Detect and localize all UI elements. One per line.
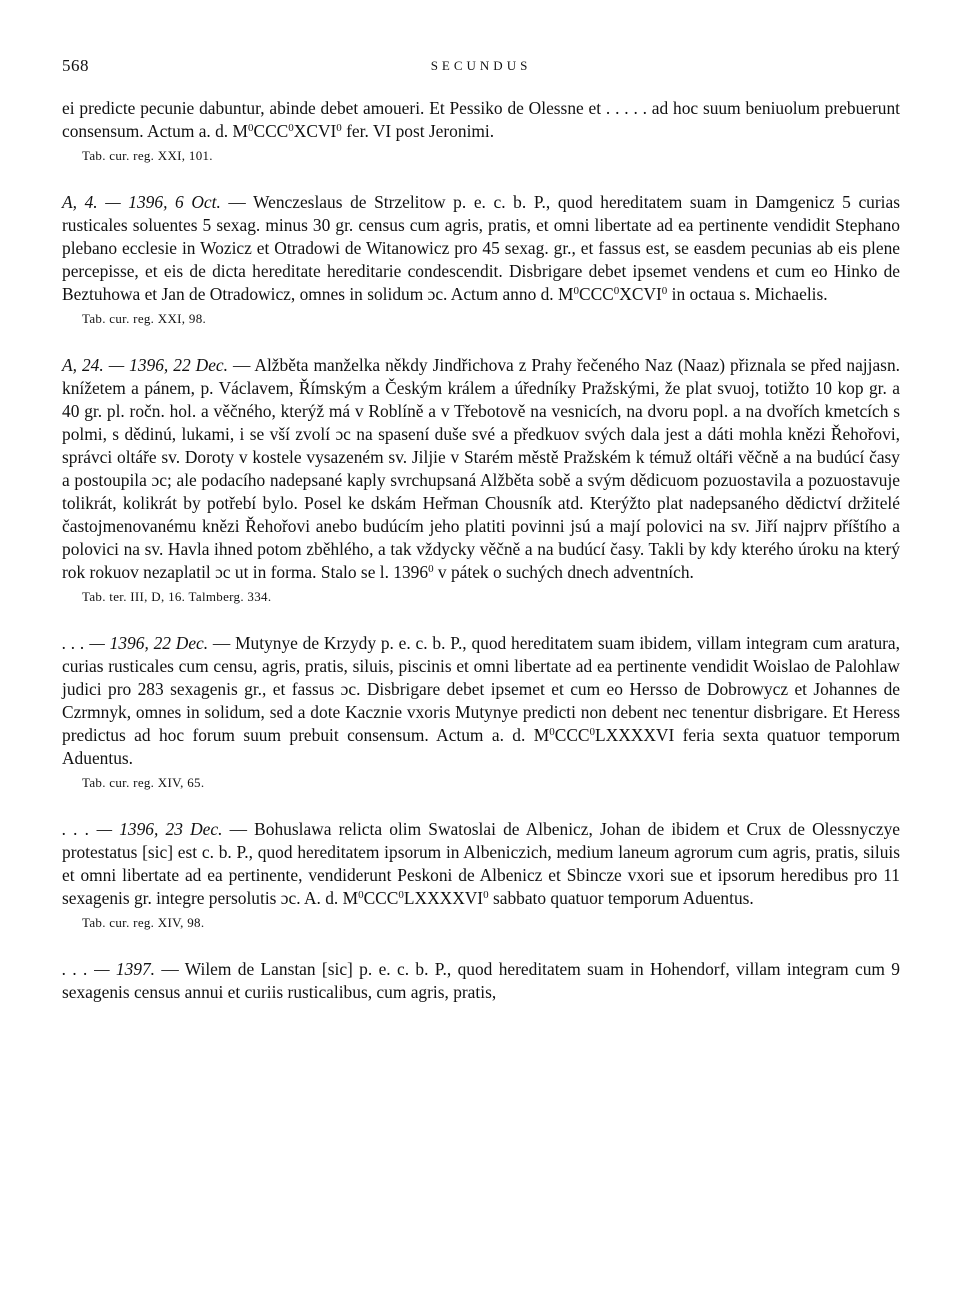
entry-source: Tab. cur. reg. XIV, 98. (82, 915, 205, 930)
entry-paragraph (62, 632, 900, 770)
entry-reference: A, 4. — 1396, 6 Oct. (62, 192, 221, 212)
entry-reference: . . . — 1397. (62, 959, 156, 979)
entry-paragraph (62, 97, 900, 143)
entry-paragraph (62, 191, 900, 306)
entry (62, 632, 900, 792)
entry-reference: A, 24. — 1396, 22 Dec. (62, 355, 228, 375)
document-body (62, 97, 900, 1004)
entry-source: Tab. ter. III, D, 16. Talmberg. 334. (82, 589, 272, 604)
entry-source: Tab. cur. reg. XXI, 101. (82, 148, 213, 163)
entry-paragraph (62, 818, 900, 910)
entry-paragraph (62, 354, 900, 584)
entry-reference: . . . — 1396, 23 Dec. (62, 819, 223, 839)
entry-text: — Bohuslawa relicta olim Swatoslai de Albenicz, Johan de ibidem et Crux de Olessnyczye protestatus [sic] est c. b. P., quod hereditatem ipsorum in Albeniczich, medium laneum agrorum cum agris, pratis, siluis et omni libertate ad ea pertinente, vendiderunt Peskoni de Albenicz et Sbincze vxori sue et ipsorum heredibus pro 11 sexagenis gr. integre persolutis ɔc. A. d. $M^0CCC^0LXXXXVI^0$ sabbato quatuor temporum Aduentus. (62, 819, 900, 908)
entry-paragraph (62, 958, 900, 1004)
entry-text: ei predicte pecunie dabuntur, abinde debet amoueri. Et Pessiko de Olessne et . . . . . ad hoc suum beniuolum prebuerunt consensum. Actum a. d. $M^0CCC^0XCVI^0$ fer. VI post Jeronimi. (62, 98, 900, 141)
entry-reference: . . . — 1396, 22 Dec. (62, 633, 209, 653)
entry (62, 958, 900, 1004)
page-number: 568 (62, 56, 89, 75)
entry-text: — Mutynye de Krzydy p. e. c. b. P., quod hereditatem suam ibidem, villam integram cum aratura, curias rusticales cum censu, agris, pratis, siluis, piscinis et omni libertate ad ea pertinente vendidit Woislao de Palohlaw judici pro 283 sexagenis gr., et fassus ɔc. Disbrigare debet ipsemet et cum eo Hersso de Dobrowycz et Johannes de Czrmnyk, omnes in solidum, sed a dote Kacznie vxoris Mutynye predicti non debent nec tenentur disbrigare. Et Heress predictus ad hoc forum suum prebuit consensum. Actum a. d. $M^0CCC^0LXXXXVI$ feria sexta quatuor temporum Aduentus. (62, 633, 900, 768)
entry (62, 191, 900, 328)
entry-source: Tab. cur. reg. XIV, 65. (82, 775, 205, 790)
running-title: SECUNDUS (430, 58, 532, 73)
entry (62, 354, 900, 606)
entry (62, 97, 900, 165)
entry-text: — Alžběta manželka někdy Jindřichova z Prahy řečeného Naz (Naaz) přiznala se před najjasn. knížetem a pánem, p. Václavem, Římským a Českým králem a úředníky Pražskými, že plat svuoj, totižto 10 kop gr. a 40 gr. pl. ročn. hol. a věčného, kterýž má v Roblíně a v Třebotově na vesnicích, na dvoru popl. a na dvořích kmetcích s polmi, s dědinú, lukami, i se vší zvolí ɔc na spasení duše své a předkuov svých dala jest a dáti mohla knězi Řehořovi, správci oltáře sv. Doroty v kostele vysazeném sv. Jiljie v Starém městě Pražském k témuž oltáři věčně a na budúcí časy a postoupila ɔc; ale podacího nadepsané kaply svrchupsaná Alžběta sobě a svým dědicuom pozuostavila a pozuostavuje tolikrát, kolikrát by potřebí bylo. Posel ke dskám Heřman Chousník atd. Kterýžto plat nadepsaného dědictví držitelé častojmenovanému knězi Řehořovi anebo budúcím jeho platiti povinni jsú a mají polovici na sv. Jiří najprv příštího a polovici na sv. Havla ihned potom zběhlého, a tak vždycky věčně a na budúcí časy. Takli by kdy kterého úroku na který rok rokuov nezaplatil ɔc ut in forma. Stalo se l. 1396$^0$ v pátek o suchých dnech adventních. (62, 355, 900, 582)
entry-text: — Wenczeslaus de Strzelitow p. e. c. b. P., quod hereditatem suam in Damgenicz 5 curias rusticales soluentes 5 sexag. minus 30 gr. census cum agris, pratis, et omni libertate ad ea pertinente vendidit Stephano plebano ecclesie in Wozicz et Otradowi de Witanowicz pro 45 sexag. gr., et fassus est, se easdem pecunias ab eis plene percepisse, et eis de dicta hereditate hereditarie condescendit. Disbrigare debet ipsemet vendens et cum eo Hinko de Beztuhowa et Jan de Otradowicz, omnes in solidum ɔc. Actum anno d. $M^0CCC^0XCVI^0$ in octaua s. Michaelis. (62, 192, 900, 304)
entry (62, 818, 900, 932)
entry-source: Tab. cur. reg. XXI, 98. (82, 311, 207, 326)
entry-text: — Wilem de Lanstan [sic] p. e. c. b. P., quod hereditatem suam in Hohendorf, villam integram cum 9 sexagenis census annui et curiis rusticalibus, cum agris, pratis, (62, 959, 900, 1002)
